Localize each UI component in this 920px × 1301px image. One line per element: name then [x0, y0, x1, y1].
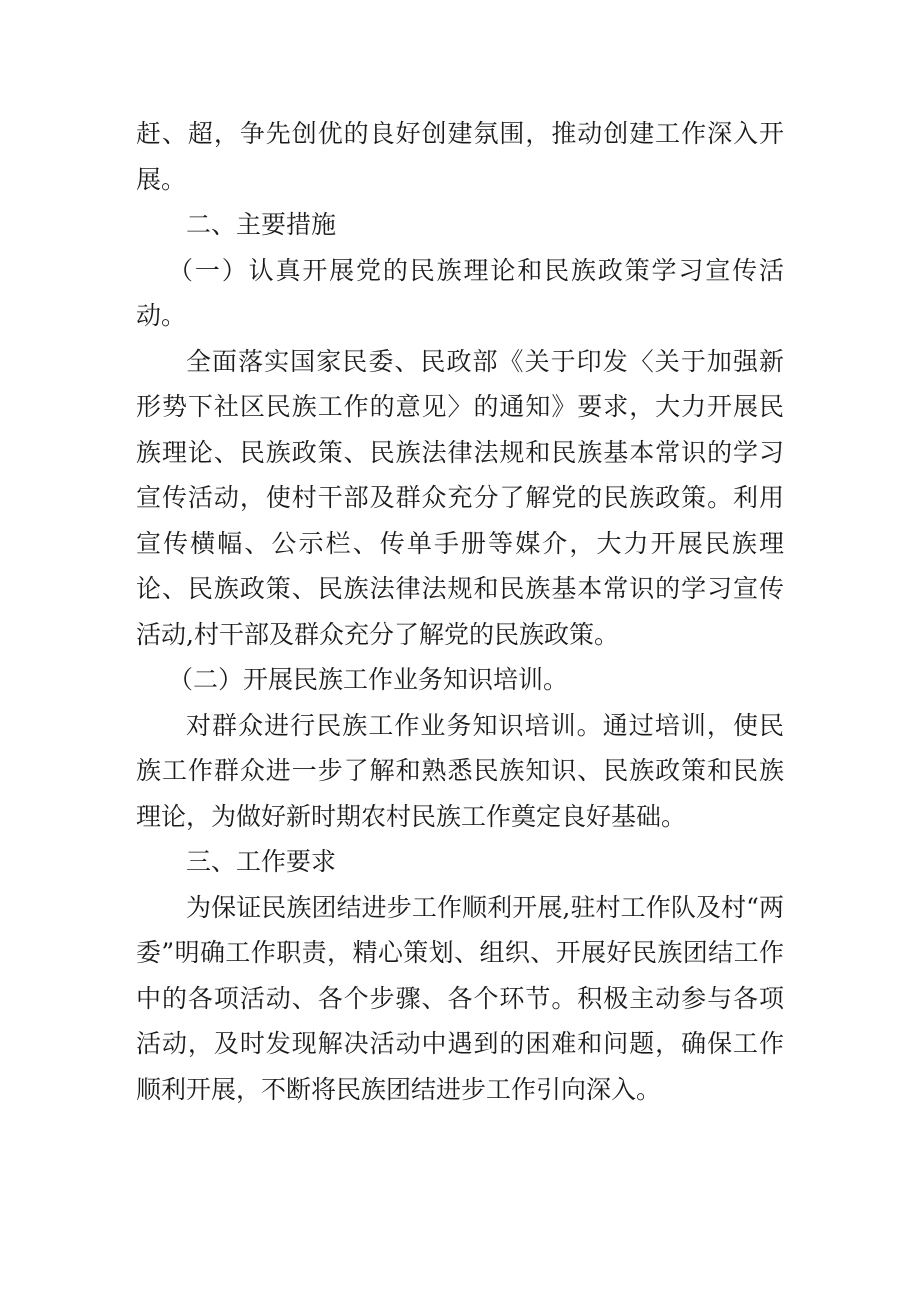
document-body — [136, 111, 784, 1112]
subsection-heading-study-campaign: （一）认真开展党的民族理论和民族政策学习宣传活动。 — [136, 255, 784, 330]
subsection-heading-training: （二）开展民族工作业务知识培训。 — [168, 665, 569, 694]
section-heading-measures: 二、主要措施 — [186, 210, 337, 239]
paragraph-requirements: 为保证民族团结进步工作顺利开展,驻村工作队及村“两委”明确工作职责，精心策划、组织、开展好民族团结工作中的各项活动、各个步骤、各个环节。积极主动参与各项活动，及时发现解决活动中遇到的困难和问题，确保工作顺利开展，不断将民族团结进步工作引向深入。 — [136, 892, 784, 1104]
paragraph-continued: 赶、超，争先创优的良好创建氛围，推动创建工作深入开展。 — [136, 119, 784, 194]
section-heading-requirements: 三、工作要求 — [186, 847, 337, 876]
paragraph-study-campaign: 全面落实国家民委、民政部《关于印发〈关于加强新形势下社区民族工作的意见〉的通知》要求，大力开展民族理论、民族政策、民族法律法规和民族基本常识的学习宣传活动，使村干部及群众充分了解党的民族政策。利用宣传横幅、公示栏、传单手册等媒介，大力开展民族理论、民族政策、民族法律法规和民族基本常识的学习宣传活动,村干部及群众充分了解党的民族政策。 — [136, 346, 784, 649]
paragraph-training: 对群众进行民族工作业务知识培训。通过培训，使民族工作群众进一步了解和熟悉民族知识、民族政策和民族理论，为做好新时期农村民族工作奠定良好基础。 — [136, 710, 784, 831]
